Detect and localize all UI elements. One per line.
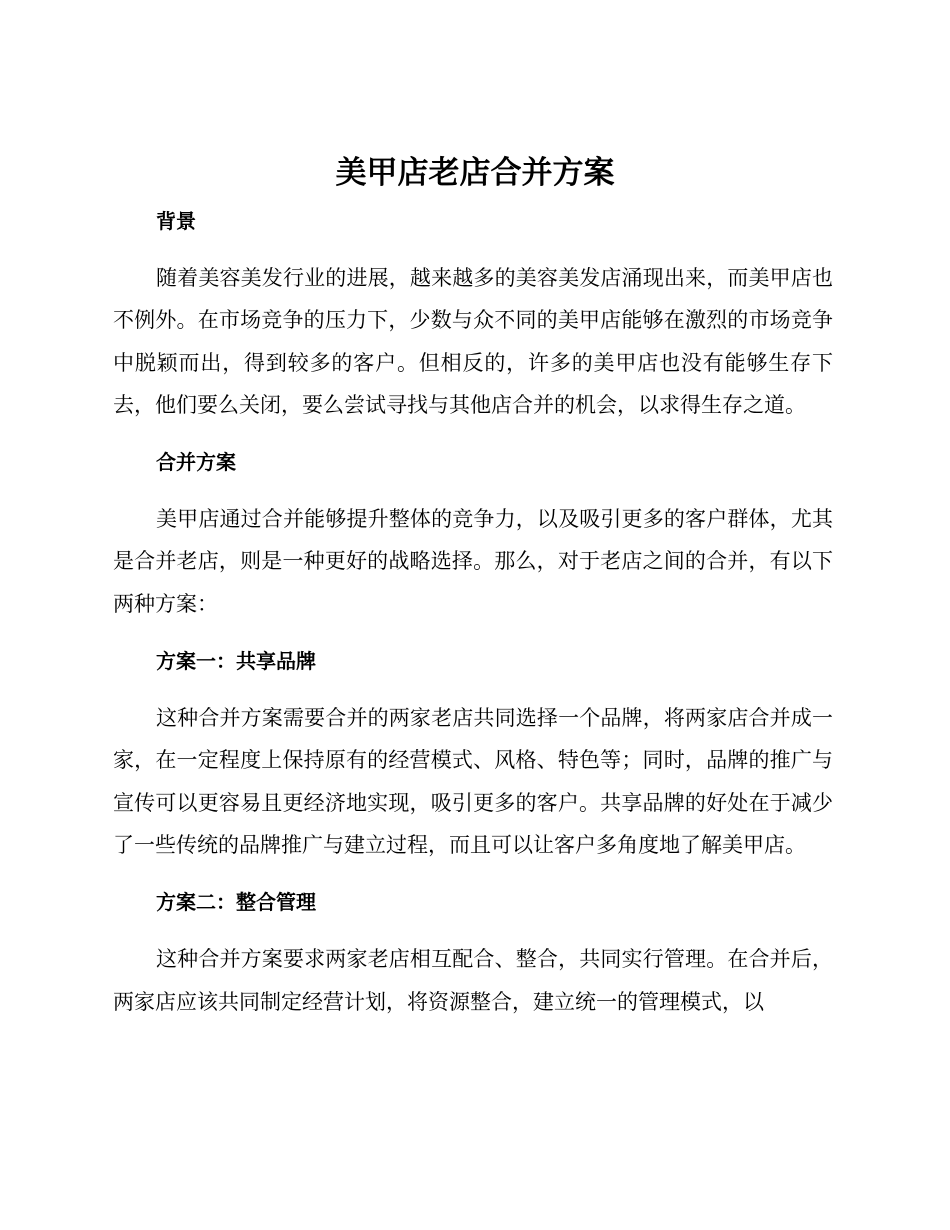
spacer [113,866,833,883]
spacer [113,481,833,498]
section-heading: 方案一：共享品牌 [156,649,316,674]
spacer [113,625,833,642]
spacer [113,921,833,938]
document-body [113,202,833,1023]
section-plan-one [113,642,833,883]
section-paragraph: 随着美容美发行业的进展，越来越多的美容美发店涌现出来，而美甲店也不例外。在市场竞争的压力下，少数与众不同的美甲店能够在激烈的市场竞争中脱颖而出，得到较多的客户。但相反的，许多的美甲店也没有能够生存下去，他们要么关闭，要么尝试寻找与其他店合并的机会，以求得生存之道。 [113,266,833,417]
section-heading: 方案二：整合管理 [156,890,316,915]
section-heading: 合并方案 [156,450,236,475]
section-heading: 背景 [156,209,196,233]
document-title: 美甲店老店合并方案 [335,155,615,191]
spacer [113,426,833,443]
section-paragraph: 美甲店通过合并能够提升整体的竞争力，以及吸引更多的客户群体，尤其是合并老店，则是一种更好的战略选择。那么，对于老店之间的合并，有以下两种方案： [113,507,833,616]
spacer [113,240,833,257]
section-paragraph: 这种合并方案要求两家老店相互配合、整合，共同实行管理。在合并后，两家店应该共同制定经营计划，将资源整合，建立统一的管理模式，以 [113,947,833,1014]
spacer [113,680,833,697]
section-paragraph: 这种合并方案需要合并的两家老店共同选择一个品牌，将两家店合并成一家，在一定程度上保持原有的经营模式、风格、特色等；同时，品牌的推广与宣传可以更容易且更经济地实现，吸引更多的客户。共享品牌的好处在于减少了一些传统的品牌推广与建立过程，而且可以让客户多角度地了解美甲店。 [113,706,833,857]
section-merger-plan [113,443,833,642]
section-background [113,202,833,443]
section-plan-two [113,883,833,1023]
